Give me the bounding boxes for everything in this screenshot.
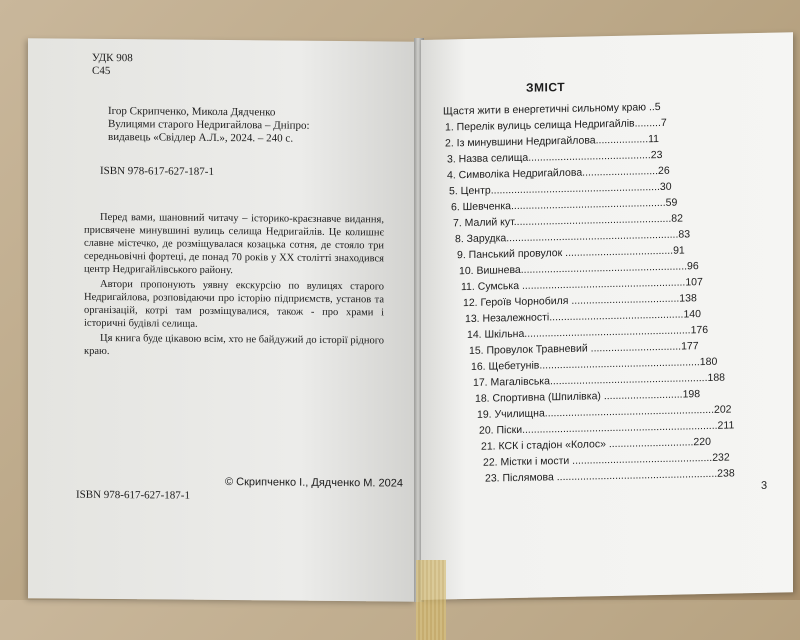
toc-entry: 17. Магалівська......................................................188 [473, 371, 726, 389]
toc-entry: 14. Шкільна.........................................................176 [467, 323, 709, 342]
toc-entry: 6. Шевченка.....................................................59 [451, 196, 678, 214]
toc-entry: 18. Спортивна (Шпилівка) ...........................198 [475, 388, 701, 405]
toc-entry: 1. Перелік вулиць селища Недригайлів.........7 [445, 116, 667, 134]
toc-entry: 4. Символіка Недригайлова..........................26 [447, 164, 670, 182]
book-spread [28, 40, 798, 600]
publisher-line: видавець «Свідлер А.Л.», 2024. – 240 с. [108, 131, 294, 145]
toc-entry: 16. Щебетунів.......................................................180 [471, 355, 718, 373]
page-edges [416, 560, 446, 640]
toc-entry: 8. Зарудка...........................................................83 [455, 228, 691, 246]
authors-line: Ігор Скрипченко, Микола Дядченко [108, 105, 276, 119]
toc-entry: Щастя жити в енергетичні сильному краю ..5 [443, 100, 661, 118]
toc-entry: 12. Героїв Чорнобиля .....................................138 [463, 292, 697, 310]
toc-entry: 22. Містки і мости ................................................232 [483, 451, 730, 469]
toc-entry: 5. Центр..........................................................30 [449, 180, 672, 198]
isbn-bottom: ISBN 978-617-627-187-1 [76, 488, 190, 502]
table-of-contents [443, 97, 743, 487]
toc-entry: 9. Панський провулок .....................................91 [457, 244, 685, 262]
toc-entry: 11. Сумська ........................................................107 [461, 276, 703, 294]
toc-entry: 7. Малий кут......................................................82 [453, 212, 683, 230]
toc-entry: 15. Провулок Травневий ...............................177 [469, 340, 699, 357]
author-sign: С45 [92, 64, 111, 78]
title-line: Вулицями старого Недригайлова – Дніпро: [108, 118, 310, 132]
isbn-top: ISBN 978-617-627-187-1 [100, 164, 214, 178]
toc-title: ЗМІСТ [526, 79, 566, 95]
left-page [28, 38, 416, 601]
bibliographic-description [108, 105, 368, 146]
annotation-paragraph: Перед вами, шановний читачу – історико-краєзнавче видання, присвячене минувшині вулиць селища Недригайлів. Це колишнє славне містечко, де розміщувалася козацька сотня, де стояло три середньовічні фортеці, де понад 70 років у XX столітті знаходився центр Недригайлівського району. [84, 211, 384, 277]
toc-entry: 20. Піски...................................................................211 [479, 419, 735, 437]
toc-entry: 21. КСК і стадіон «Колос» .............................220 [481, 435, 711, 453]
udk-code: УДК 908 [92, 51, 133, 65]
copyright: © Скрипченко І., Дядченко М. 2024 [225, 476, 403, 490]
annotation [84, 211, 384, 363]
toc-entry: 23. Післямова .......................................................238 [485, 467, 735, 485]
annotation-paragraph: Автори пропонують уявну екскурсію по вулицях старого Недригайлова, розповідаючи про історію підприємств, установ та організацій, котрі там розміщувалися, також - про храми і історичні будівлі селища. [84, 278, 384, 330]
udk-block [92, 52, 133, 78]
page-number: 3 [761, 479, 768, 492]
toc-entry: 10. Вишнева.........................................................96 [459, 260, 699, 278]
right-page [421, 32, 793, 600]
toc-entry: 19. Училищна..........................................................202 [477, 403, 732, 421]
toc-entry: 13. Незалежності..............................................140 [465, 308, 701, 326]
annotation-paragraph: Ця книга буде цікавою всім, хто не байдужий до історії рідного краю. [84, 332, 384, 358]
toc-entry: 3. Назва селища..........................................23 [447, 148, 663, 166]
toc-entry: 2. Із минувшини Недригайлова..................11 [445, 133, 660, 150]
